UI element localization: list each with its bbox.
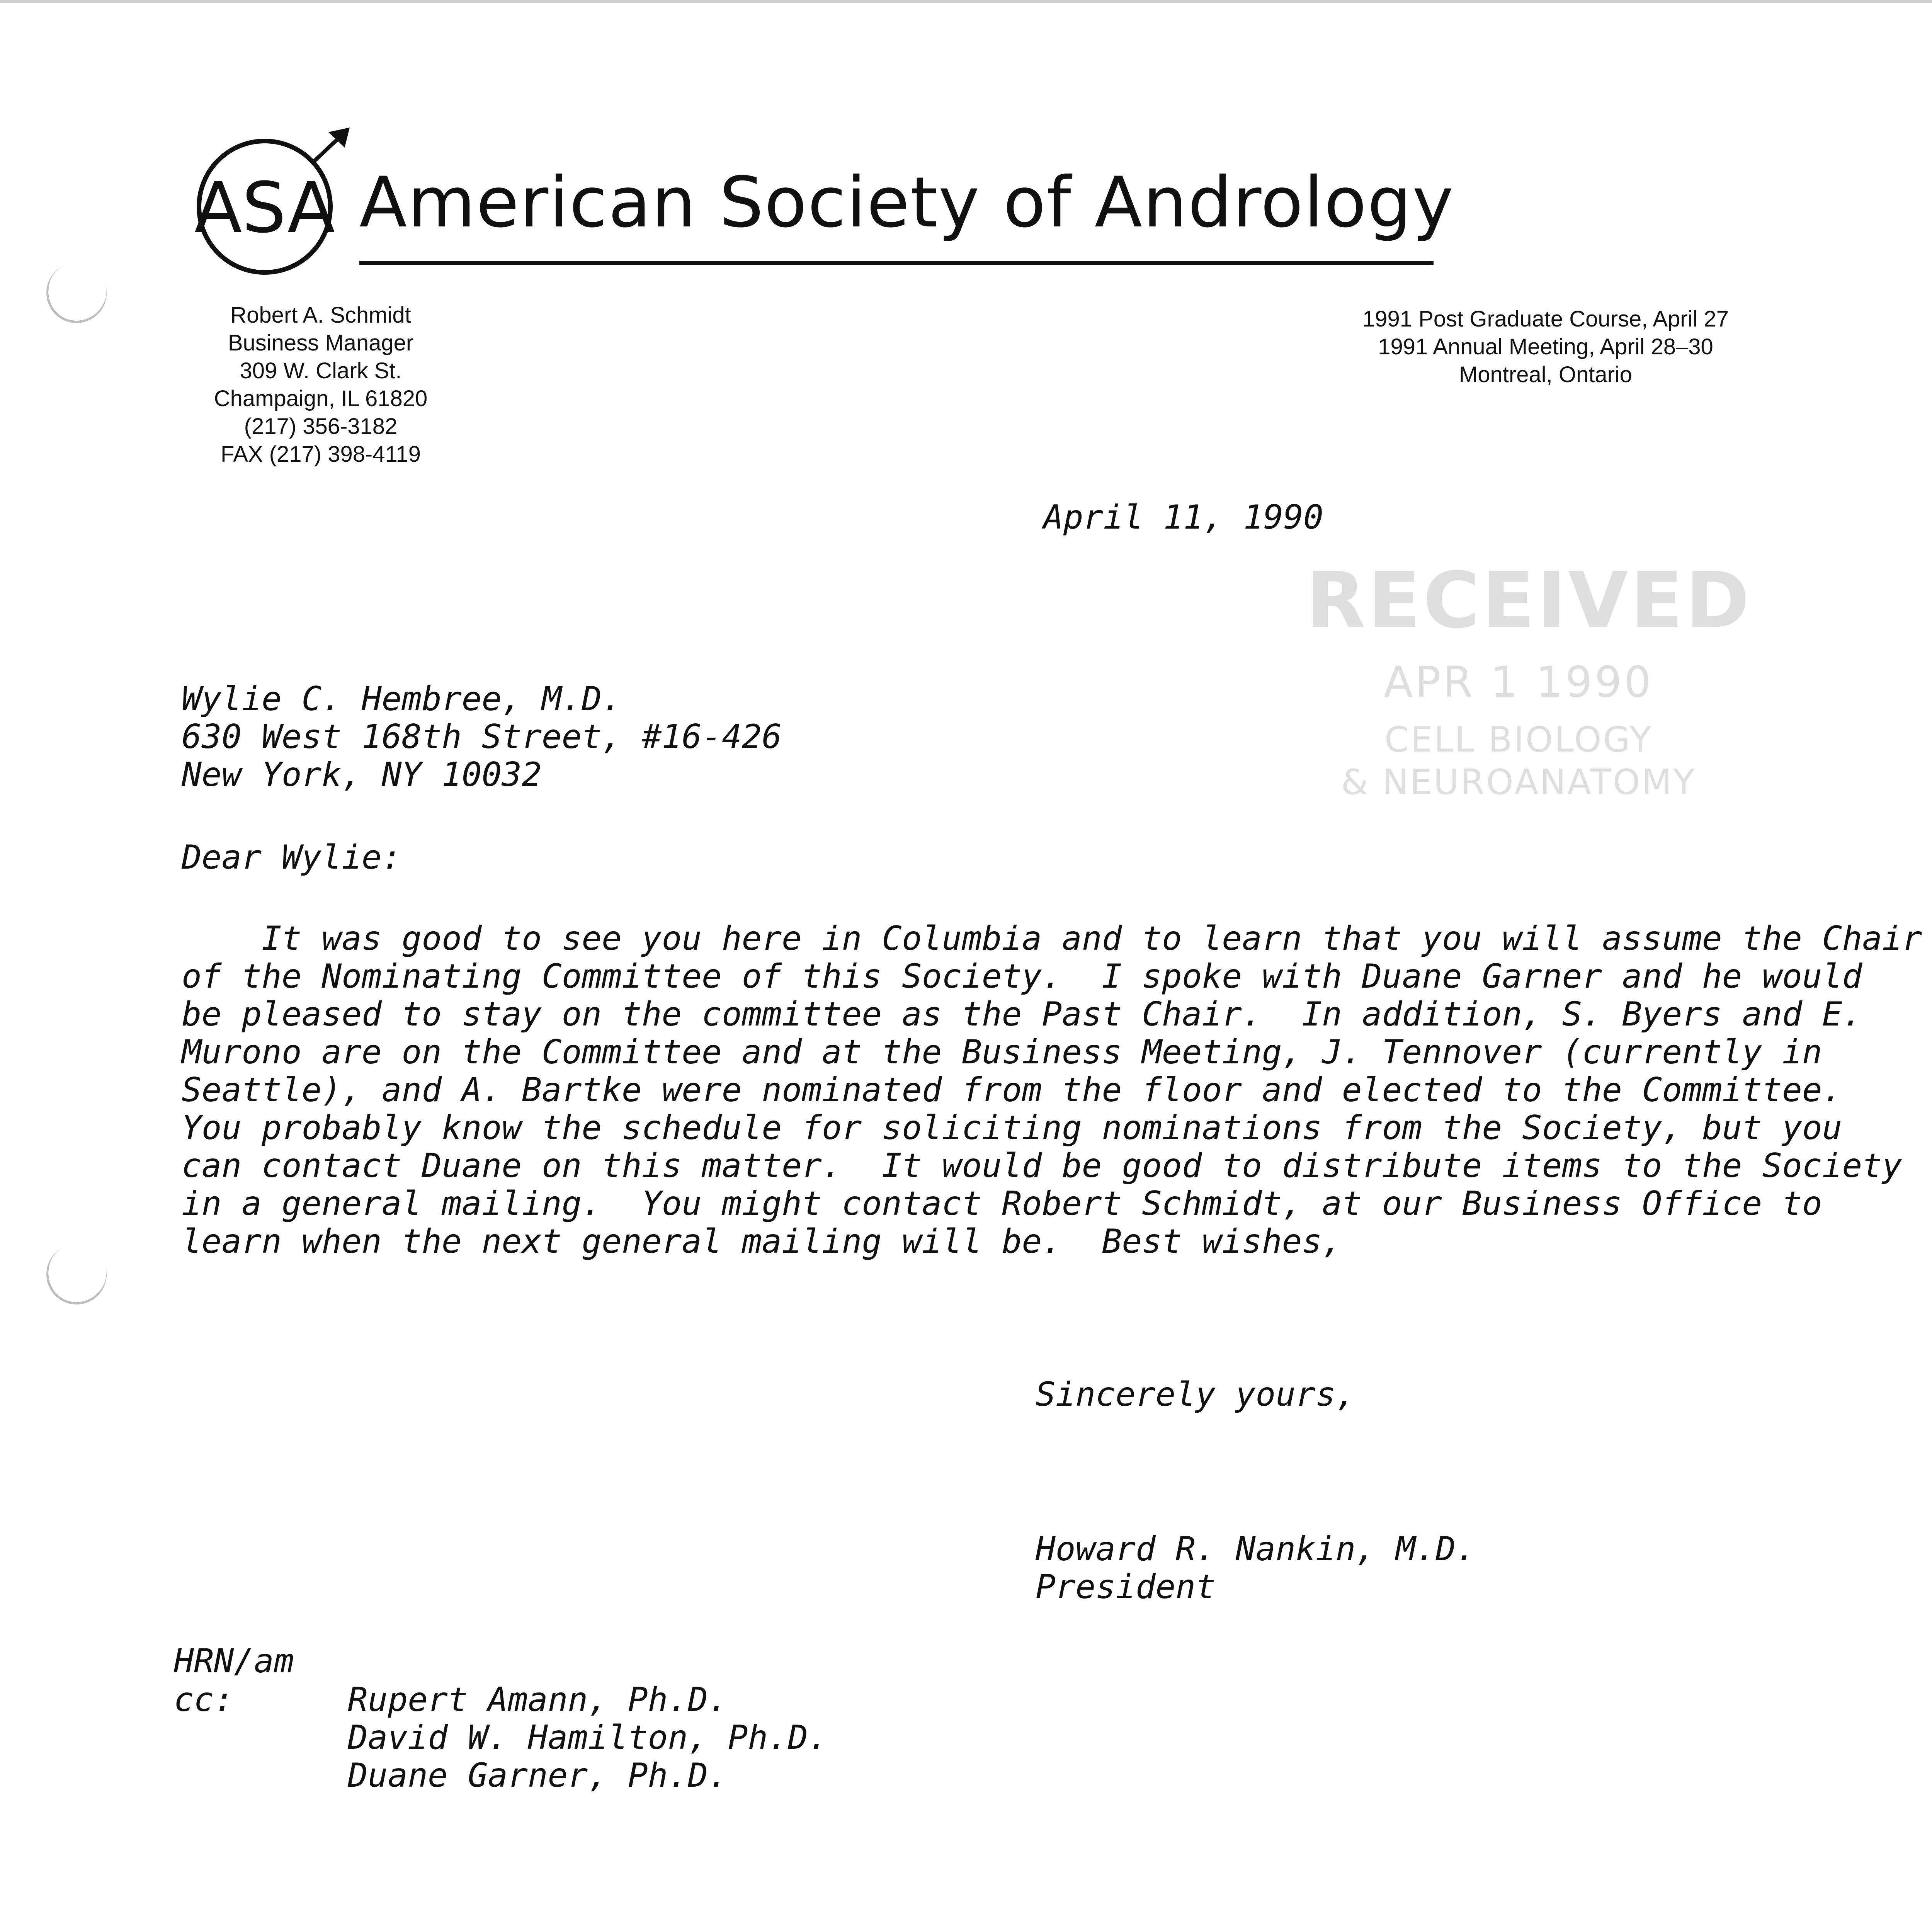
asa-logo-icon [193, 128, 355, 282]
sender-line: (217) 356-3182 [244, 414, 398, 439]
recipient-line: Wylie C. Hembree, M.D. [182, 680, 622, 718]
stamp-dept-1: CELL BIOLOGY [1384, 719, 1653, 760]
received-stamp [1306, 556, 1752, 866]
cc-list [348, 1681, 828, 1794]
recipient-line: 630 West 168th Street, #16-426 [182, 718, 782, 756]
letterhead-rule [359, 261, 1434, 265]
body-line: Seattle), and A. Bartke were nominated from the floor and elected to the Committee. [182, 1071, 1842, 1109]
meeting-line: Montreal, Ontario [1459, 362, 1633, 387]
cc-recipient: David W. Hamilton, Ph.D. [348, 1718, 828, 1757]
salutation: Dear Wylie: [182, 838, 402, 877]
cc-label: cc: [174, 1680, 234, 1719]
body-line: be pleased to stay on the committee as the Past Chair. In addition, S. Byers and E. [182, 995, 1862, 1034]
sender-address [182, 301, 460, 468]
logo-letters: ASA [194, 168, 335, 248]
meeting-line: 1991 Annual Meeting, April 28–30 [1378, 334, 1713, 359]
body-line: of the Nominating Committee of this Society. I spoke with Duane Garner and he would [182, 957, 1862, 996]
recipient-line: New York, NY 10032 [182, 755, 542, 794]
stamp-date: APR 1 1990 [1384, 657, 1653, 707]
sender-line: 309 W. Clark St. [240, 358, 402, 383]
organization-name: American Society of Andrology [359, 162, 1454, 243]
body-line: It was good to see you here in Columbia and to learn that you will assume the Chair [182, 919, 1922, 958]
sender-line: Robert A. Schmidt [230, 303, 411, 328]
letter-body [182, 919, 1922, 1261]
sender-line: Champaign, IL 61820 [214, 386, 428, 411]
stamp-dept-2: & NEUROANATOMY [1341, 762, 1696, 803]
meeting-line: 1991 Post Graduate Course, April 27 [1362, 306, 1729, 332]
sender-line: Business Manager [228, 330, 414, 355]
meeting-info [1294, 305, 1797, 389]
typist-initials: HRN/am [174, 1642, 294, 1680]
cc-recipient: Rupert Amann, Ph.D. [348, 1680, 728, 1719]
letter-date: April 11, 1990 [1043, 498, 1323, 537]
closing: Sincerely yours, [1036, 1375, 1356, 1414]
signature-block [1036, 1530, 1476, 1606]
body-line: in a general mailing. You might contact Robert Schmidt, at our Business Office to [182, 1184, 1822, 1223]
body-line: can contact Duane on this matter. It would be good to distribute items to the Society [182, 1146, 1902, 1185]
sender-line: FAX (217) 398-4119 [220, 442, 421, 467]
signer-name: Howard R. Nankin, M.D. [1036, 1530, 1476, 1568]
punch-hole [38, 1236, 115, 1313]
signer-title: President [1036, 1568, 1216, 1606]
page-edge [0, 0, 1932, 3]
body-line: You probably know the schedule for soliciting nominations from the Society, but you [182, 1109, 1842, 1147]
cc-recipient: Duane Garner, Ph.D. [348, 1756, 728, 1795]
body-line: Murono are on the Committee and at the Business Meeting, J. Tennover (currently in [182, 1033, 1822, 1071]
body-line: learn when the next general mailing will be. Best wishes, [182, 1222, 1342, 1261]
recipient-address [182, 680, 782, 794]
punch-hole [38, 254, 115, 332]
stamp-received: RECEIVED [1306, 556, 1752, 646]
